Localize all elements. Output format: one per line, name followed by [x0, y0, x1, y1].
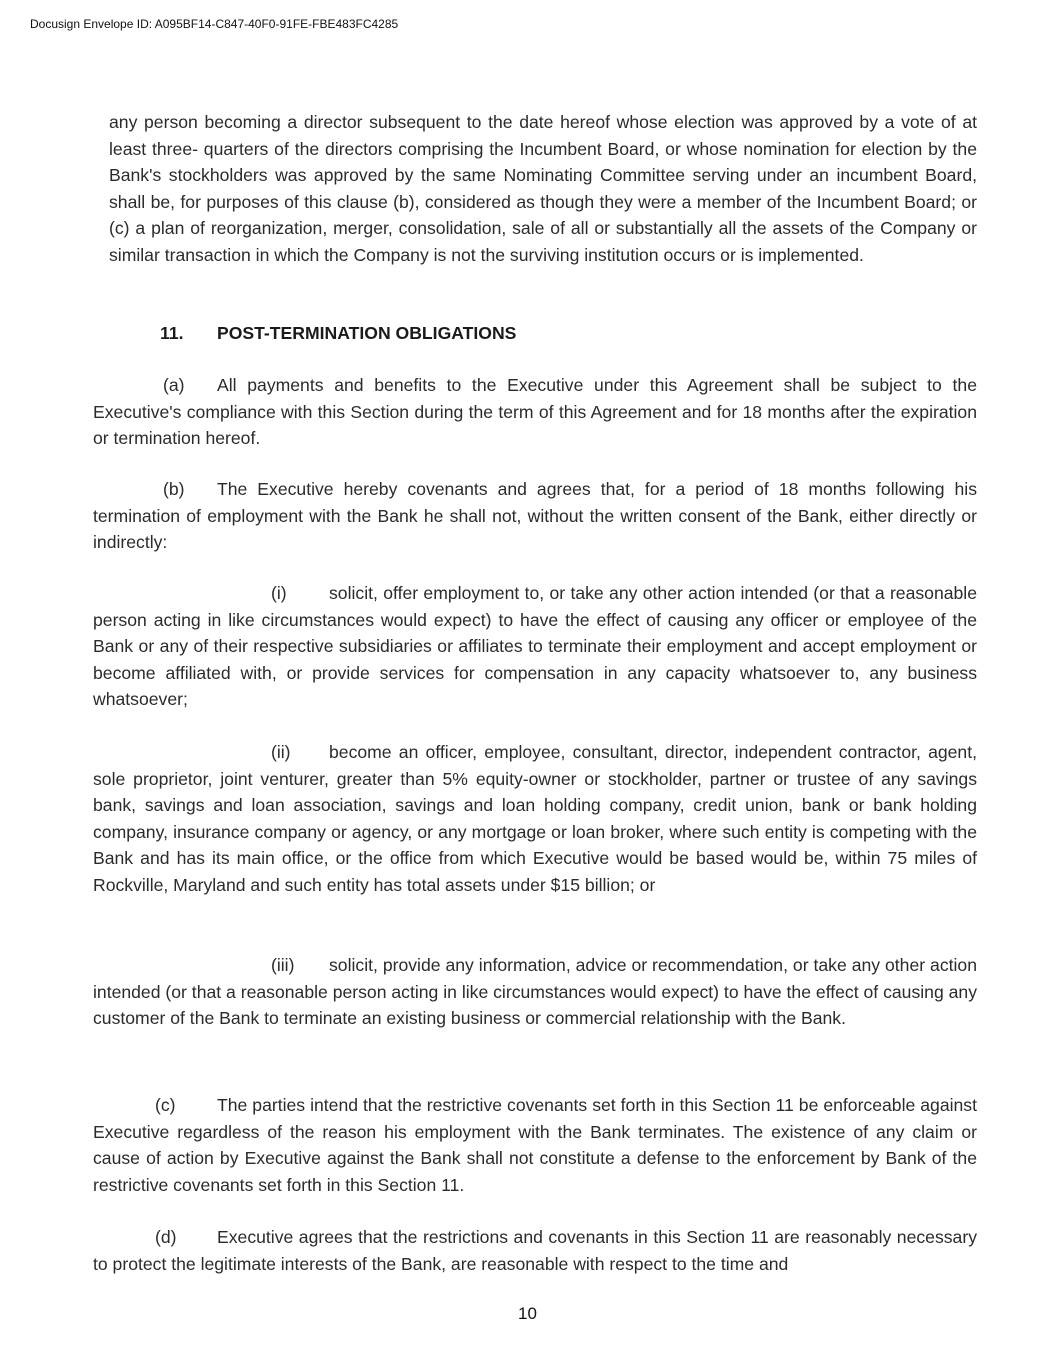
paragraph-a	[93, 372, 977, 452]
paragraph-d	[93, 1224, 977, 1277]
section-heading	[160, 323, 516, 344]
section-number: 11.	[160, 323, 184, 343]
paragraph-i-text: solicit, offer employment to, or take any other action intended (or that a reasonable person acting in like circumstances would expect) to have the effect of causing any officer or employee of the Bank or any of their respective subsidiaries or affiliates to terminate their employment and accept employment or become affiliated with, or provide services for compensation in any capacity whatsoever to, any business whatsoever;	[93, 583, 977, 710]
page-number: 10	[518, 1304, 537, 1323]
paragraph-b-text: The Executive hereby covenants and agrees that, for a period of 18 months following his termination of employment with the Bank he shall not, without the written consent of the Bank, either directly or indirectly:	[93, 479, 977, 553]
paragraph-c-text: The parties intend that the restrictive covenants set forth in this Section 11 be enforceable against Executive regardless of the reason his employment with the Bank terminates. The existence of any claim or cause of action by Executive against the Bank shall not constitute a defense to the enforcement by Bank of the restrictive covenants set forth in this Section 11.	[93, 1095, 977, 1195]
paragraph-continuation: any person becoming a director subsequent to the date hereof whose election was approved by a vote of at least three- quarters of the directors comprising the Incumbent Board, or whose nomination for election by the Bank's stockholders was approved by the same Nominating Committee serving under an incumbent Board, shall be, for purposes of this clause (b), considered as though they were a member of the Incumbent Board; or (c) a plan of reorganization, merger, consolidation, sale of all or substantially all the assets of the Company or similar transaction in which the Company is not the surviving institution occurs or is implemented.	[109, 112, 977, 265]
paragraph-ii-label: (ii)	[271, 742, 291, 762]
paragraph-iii-text: solicit, provide any information, advice or recommendation, or take any other action intended (or that a reasonable person acting in like circumstances would expect) to have the effect of causing any customer of the Bank to terminate an existing business or commercial relationship with the Bank.	[93, 955, 977, 1029]
section-title: POST-TERMINATION OBLIGATIONS	[217, 323, 517, 343]
paragraph-a-text: All payments and benefits to the Executive under this Agreement shall be subject to the Executive's compliance with this Section during the term of this Agreement and for 18 months after the expiration or termination hereof.	[93, 375, 977, 449]
paragraph-b	[93, 476, 977, 556]
paragraph-i	[93, 580, 977, 713]
paragraph-iii-label: (iii)	[271, 955, 295, 975]
paragraph-b-label: (b)	[163, 479, 185, 499]
envelope-id: Docusign Envelope ID: A095BF14-C847-40F0-91FE-FBE483FC4285	[30, 17, 399, 31]
paragraph-a-label: (a)	[163, 375, 185, 395]
paragraph-iii	[93, 952, 977, 1032]
paragraph-d-text: Executive agrees that the restrictions and covenants in this Section 11 are reasonably necessary to protect the legitimate interests of the Bank, are reasonable with respect to the time and	[93, 1227, 977, 1274]
paragraph-c-label: (c)	[155, 1095, 176, 1115]
paragraph-i-label: (i)	[271, 583, 287, 603]
paragraph-d-label: (d)	[155, 1227, 177, 1247]
paragraph-c	[93, 1092, 977, 1198]
paragraph-ii-text: become an officer, employee, consultant, director, independent contractor, agent, sole proprietor, joint venturer, greater than 5% equity-owner or stockholder, partner or trustee of any savings bank, savings and loan association, savings and loan holding company, credit union, bank or bank holding company, insurance company or agency, or any mortgage or loan broker, where such entity is competing with the Bank and has its main office, or the office from which Executive would be based would be, within 75 miles of Rockville, Maryland and such entity has total assets under $15 billion; or	[93, 742, 977, 895]
paragraph-ii	[93, 739, 977, 899]
